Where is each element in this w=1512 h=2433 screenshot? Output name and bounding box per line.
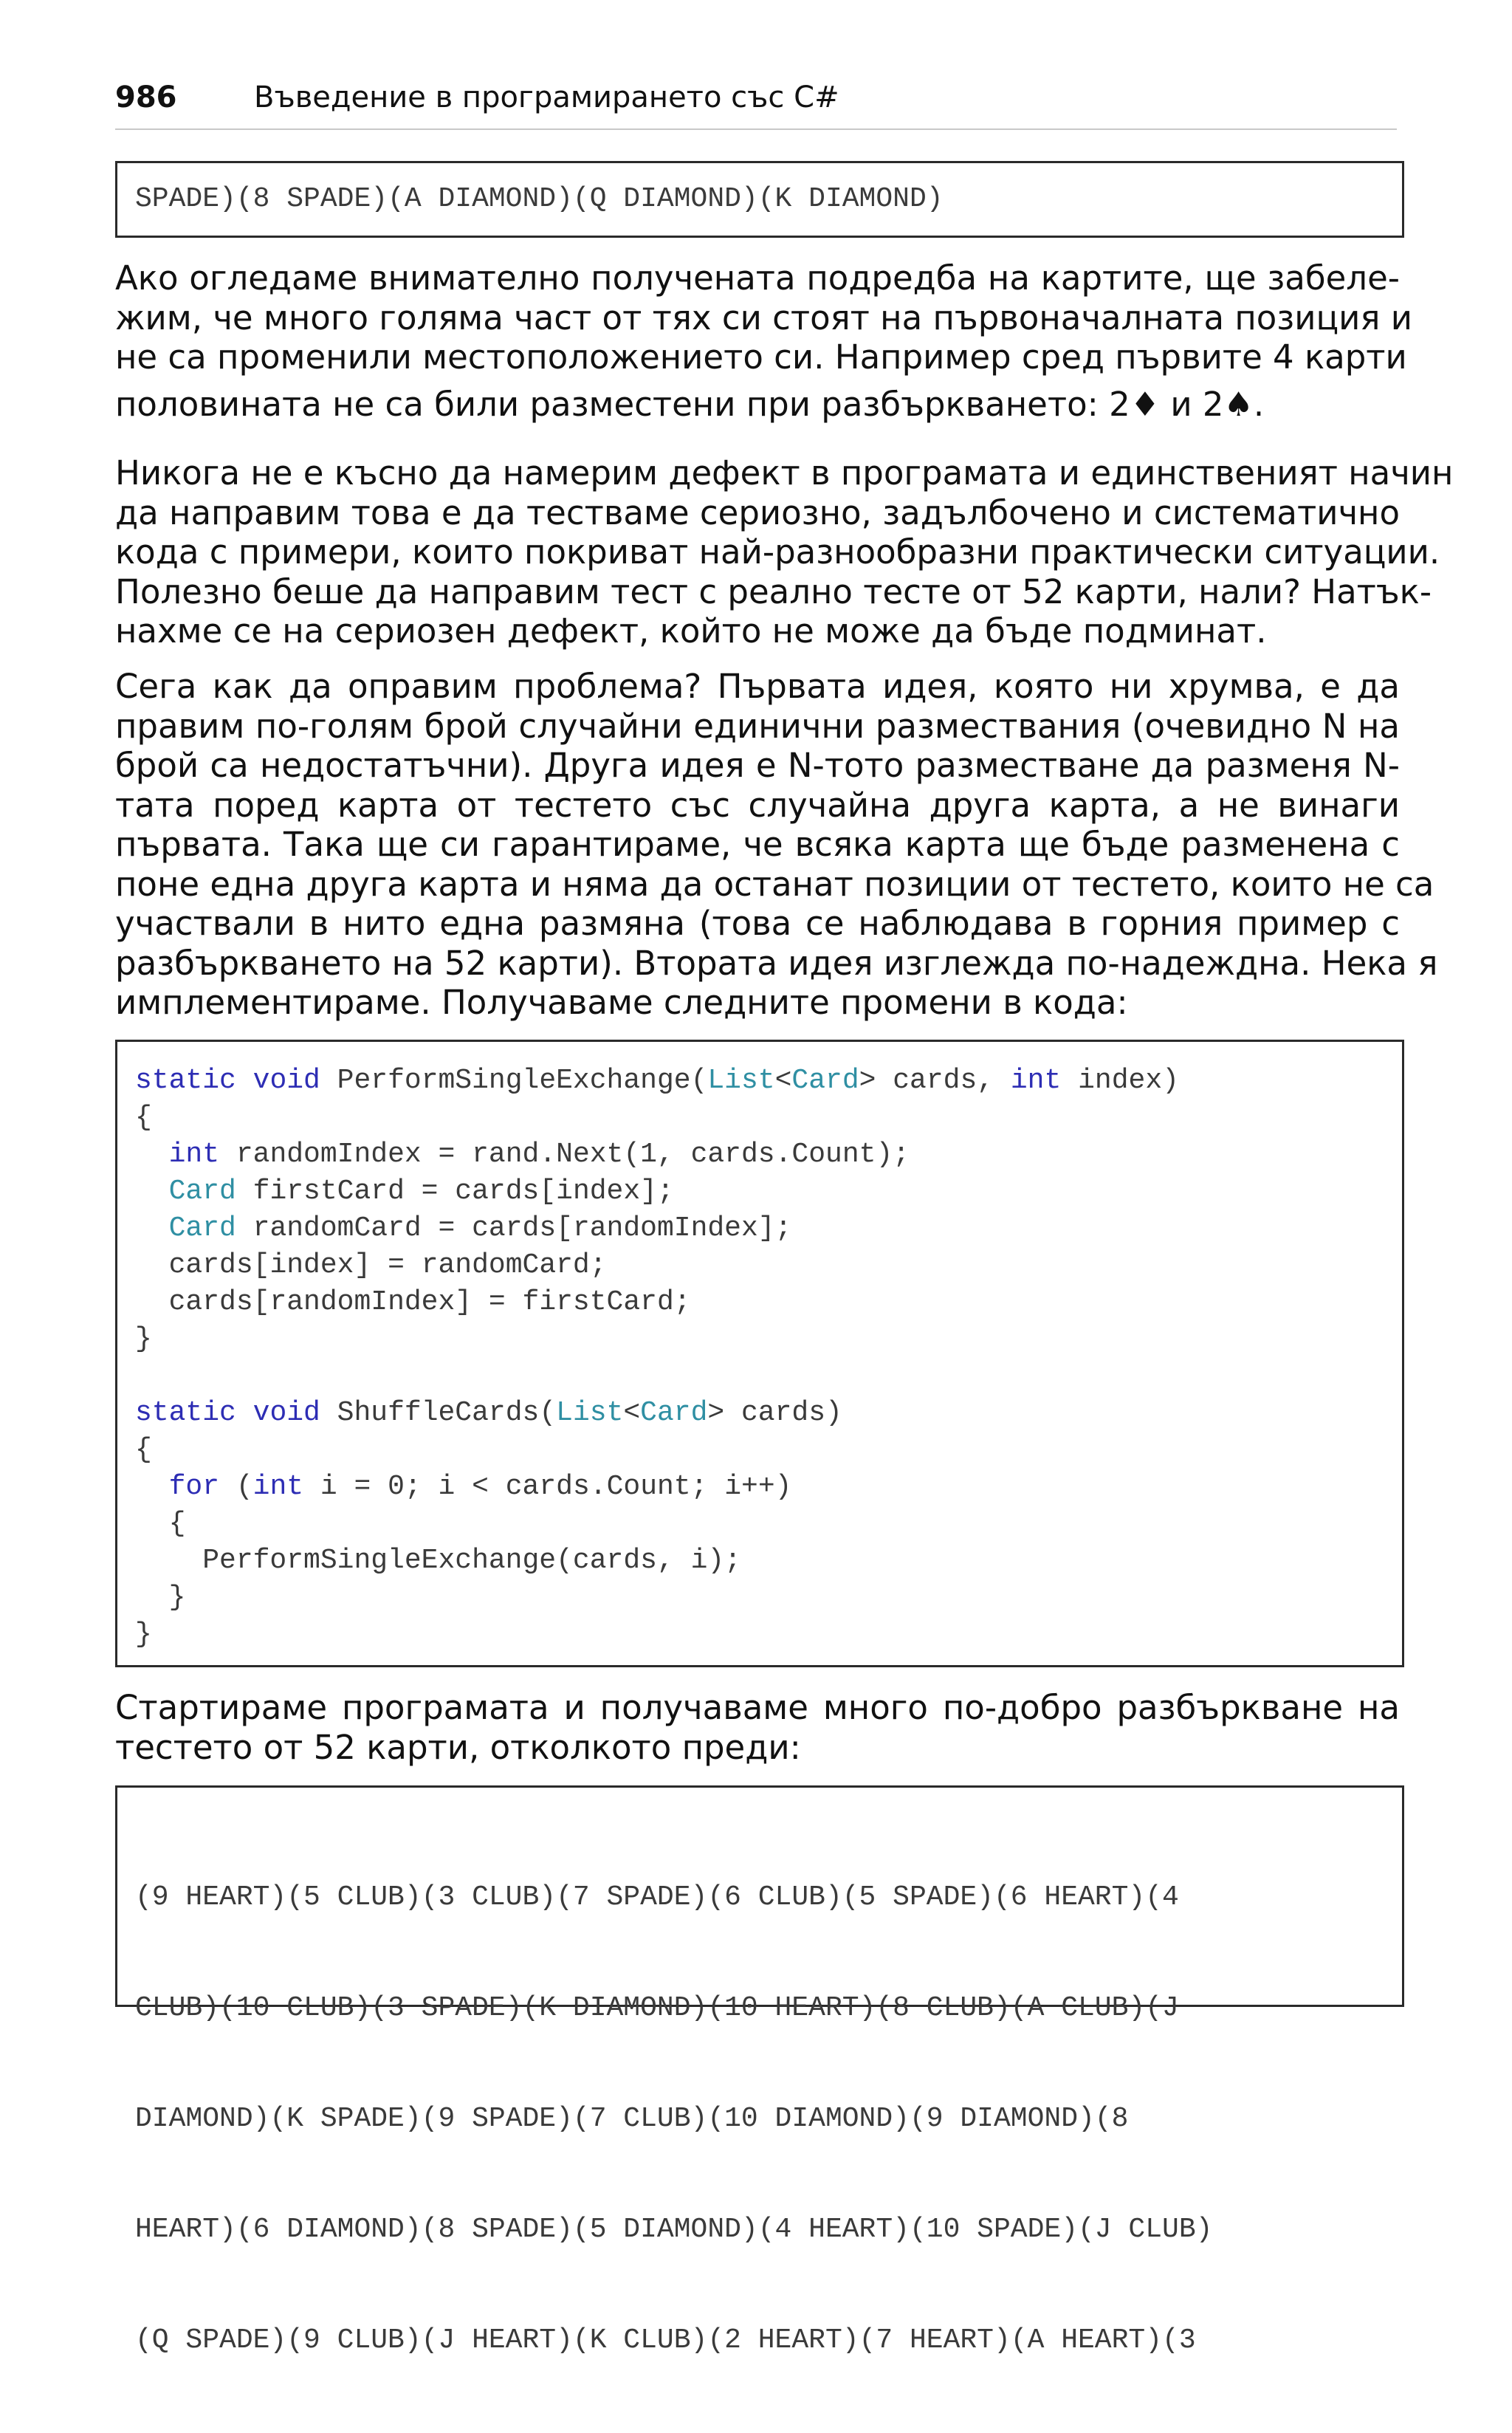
page-number: 986: [115, 80, 177, 114]
output-line: DIAMOND)(K SPADE)(9 SPADE)(7 CLUB)(10 DIAMOND)(9 DIAMOND)(8: [135, 2103, 1129, 2135]
code-line: PerformSingleExchange(cards, i);: [202, 1545, 741, 1576]
code-line: }: [135, 1582, 186, 1613]
output-box-bottom: [115, 1785, 1404, 2356]
code-type: Card: [168, 1176, 236, 1207]
output-box-top: [115, 161, 1404, 238]
paragraph-line: Ако огледаме внимателно получената подредба на картите, ще забеле-: [115, 258, 1400, 298]
code-line: static void PerformSingleExchange(List<Card> cards, int index): [135, 1065, 1179, 1097]
paragraph-line: Стартираме програмата и получаваме много по-добро разбъркване на: [115, 1688, 1400, 1727]
paragraph-3: [115, 667, 1438, 1023]
code-line: }: [135, 1619, 152, 1650]
paragraph-line: половината не са били разместени при разбъркването: 2♦ и 2♠.: [115, 384, 1265, 424]
code-listing: [135, 1063, 1179, 1653]
output-line: (9 HEART)(5 CLUB)(3 CLUB)(7 SPADE)(6 CLUB)(5 SPADE)(6 HEART)(4: [135, 1881, 1179, 1913]
paragraph-line: участвали в нито една размяна (това се наблюдава в горния пример с: [115, 904, 1400, 943]
code-line: {: [135, 1102, 152, 1133]
code-line: }: [135, 1323, 152, 1355]
code-line: cards[index] = randomCard;: [168, 1249, 607, 1281]
paragraph-line: първата. Така ще си гарантираме, че всяка карта ще бъде разменена с: [115, 825, 1400, 864]
page-header: [115, 77, 1397, 130]
paragraph-line: Никога не е късно да намерим дефект в програмата и единственият начин: [115, 453, 1454, 493]
code-keyword: void: [252, 1065, 320, 1097]
code-type: Card: [791, 1065, 859, 1097]
code-keyword: static: [135, 1397, 236, 1429]
code-line: Card firstCard = cards[index];: [168, 1176, 674, 1207]
output-line: HEART)(6 DIAMOND)(8 SPADE)(5 DIAMOND)(4 HEART)(10 SPADE)(J CLUB): [135, 2214, 1213, 2245]
paragraph-line: брой са недостатъчни). Друга идея е N-тото разместване да разменя N-: [115, 746, 1400, 785]
code-line: cards[randomIndex] = firstCard;: [168, 1286, 691, 1318]
code-line: static void ShuffleCards(List<Card> cards): [135, 1397, 842, 1429]
code-line: int randomIndex = rand.Next(1, cards.Count);: [168, 1139, 910, 1170]
code-type: List: [556, 1397, 624, 1429]
paragraph-line: разбъркването на 52 карти). Втората идея изглежда по-надеждна. Нека я: [115, 943, 1438, 983]
code-type: Card: [640, 1397, 708, 1429]
code-keyword: int: [252, 1471, 304, 1503]
paragraph-4: [115, 1688, 1400, 1767]
paragraph-line: поне една друга карта и няма да останат позиции от тестето, които не са: [115, 864, 1434, 904]
code-type: Card: [168, 1212, 236, 1244]
output-line: CLUB)(10 CLUB)(3 SPADE)(K DIAMOND)(10 HEART)(8 CLUB)(A CLUB)(J: [135, 1992, 1179, 2024]
code-keyword: int: [168, 1139, 220, 1170]
paragraph-line: жим, че много голяма част от тях си стоят на първоначалната позиция и: [115, 298, 1412, 337]
paragraph-line: имплементираме. Получаваме следните промени в кода:: [115, 983, 1128, 1022]
code-line: for (int i = 0; i < cards.Count; i++): [168, 1471, 792, 1503]
output-line: (Q SPADE)(9 CLUB)(J HEART)(K CLUB)(2 HEART)(7 HEART)(A HEART)(3: [135, 2324, 1196, 2356]
paragraph-line: правим по-голям брой случайни единични размествания (очевидно N на: [115, 706, 1400, 746]
output-listing: [135, 1805, 1212, 2433]
paragraph-line: Полезно беше да направим тест с реално тесте от 52 карти, нали? Натък-: [115, 572, 1432, 611]
code-line: {: [135, 1508, 186, 1540]
paragraph-line: Сега как да оправим проблема? Първата идея, която ни хрумва, е да: [115, 667, 1400, 706]
paragraph-line: тата поред карта от тестето със случайна друга карта, а не винаги: [115, 785, 1400, 825]
paragraph-1: [115, 258, 1412, 424]
code-keyword: int: [1010, 1065, 1062, 1097]
code-box: [115, 1040, 1404, 1667]
code-keyword: for: [168, 1471, 220, 1503]
paragraph-line: не са променили местоположението си. Например сред първите 4 карти: [115, 337, 1407, 377]
output-line: SPADE)(8 SPADE)(A DIAMOND)(Q DIAMOND)(K DIAMOND): [135, 183, 944, 215]
code-line: {: [135, 1434, 152, 1466]
paragraph-line: да направим това е да тестваме сериозно, задълбочено и систематично: [115, 493, 1400, 532]
code-line: Card randomCard = cards[randomIndex];: [168, 1212, 792, 1244]
book-title: Въведение в програмирането със C#: [254, 80, 839, 114]
paragraph-line: тестето от 52 карти, отколкото преди:: [115, 1727, 801, 1767]
paragraph-line: кода с примери, които покриват най-разнообразни практически ситуации.: [115, 532, 1440, 572]
code-type: List: [707, 1065, 775, 1097]
paragraph-line: нахме се на сериозен дефект, който не може да бъде подминат.: [115, 611, 1267, 651]
code-keyword: void: [252, 1397, 320, 1429]
paragraph-2: [115, 453, 1454, 651]
code-keyword: static: [135, 1065, 236, 1097]
code-line: [135, 1358, 1179, 1395]
